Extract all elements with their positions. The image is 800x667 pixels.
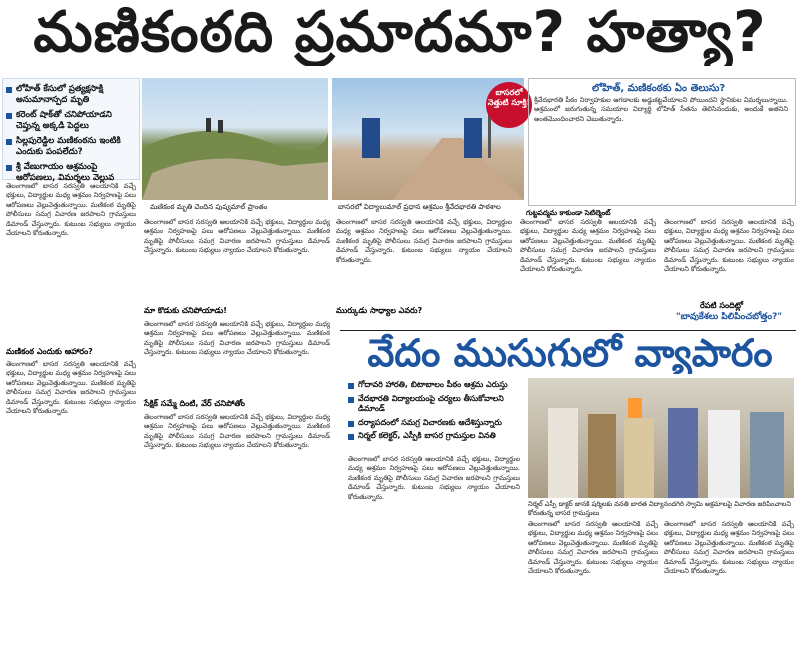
- photo-stamp: బాసరలో నెత్తుటి సూక్తి!: [486, 82, 532, 128]
- vedam-col-3: తెలంగాణలో బాసర సరస్వతి ఆలయానికి వచ్చే భక్తులు, విద్యార్థుల మధ్య ఆశ్రమం నిర్వహణపై పలు ఆరోపణలు వెల్లువెత్తుతున్నాయి. మణికంఠ మృతిపై పోలీసులు సమగ్ర విచారణ జరపాలని గ్రామస్తులు డిమాండ్ చేస్తున్నారు. కుటుంబ సభ్యులు న్యాయం చేయాలని కోరుతున్నారు.: [664, 520, 794, 576]
- subhead: రేపటి సందిట్లో: [700, 301, 744, 310]
- vedam-bullet: దర్యాపదంలో సమగ్ర విచారణకు ఆదేశిస్తున్నారు: [348, 418, 520, 429]
- body-col-1: తెలంగాణలో బాసర సరస్వతి ఆలయానికి వచ్చే భక్తులు, విద్యార్థుల మధ్య ఆశ్రమం నిర్వహణపై పలు ఆరోపణలు వెల్లువెత్తుతున్నాయి. మణికంఠ మృతిపై పోలీసులు సమగ్ర విచారణ జరపాలని గ్రామస్తులు డిమాండ్ చేస్తున్నారు. కుటుంబ సభ్యులు న్యాయం చేయాలని కోరుతున్నారు.: [6, 182, 136, 238]
- photo-caption: మణికంఠ మృతి చెందిన పుష్యమాల్ ప్రాంతం: [150, 203, 268, 211]
- highlight-item: లోహిత్ కేసులో ప్రత్యక్షసాక్షి అనుమానాస్పద మృతి: [6, 84, 132, 106]
- body-col-2b: తెలంగాణలో బాసర సరస్వతి ఆలయానికి వచ్చే భక్తులు, విద్యార్థుల మధ్య ఆశ్రమం నిర్వహణపై పలు ఆరోపణలు వెల్లువెత్తుతున్నాయి. మణికంఠ మృతిపై పోలీసులు సమగ్ర విచారణ జరపాలని గ్రామస్తులు డిమాండ్ చేస్తున్నారు. కుటుంబ సభ్యులు న్యాయం చేయాలని కోరుతున్నారు.: [144, 320, 330, 357]
- highlight-item: సిల్లపురెడ్డిల మణికంఠను ఇంటికి ఎందుకు పంపలేదు?: [6, 136, 132, 158]
- vedam-bullet: నిర్మల్ కలెక్టర్, ఎస్పీకి బాసర గ్రామస్తుల వినతి: [348, 431, 520, 442]
- body-col-4: తెలంగాణలో బాసర సరస్వతి ఆలయానికి వచ్చే భక్తులు, విద్యార్థుల మధ్య ఆశ్రమం నిర్వహణపై పలు ఆరోపణలు వెల్లువెత్తుతున్నాయి. మణికంఠ మృతిపై పోలీసులు సమగ్ర విచారణ జరపాలని గ్రామస్తులు డిమాండ్ చేస్తున్నారు. కుటుంబ సభ్యులు న్యాయం చేయాలని కోరుతున్నారు.: [664, 218, 794, 274]
- vedam-col-1: తెలంగాణలో బాసర సరస్వతి ఆలయానికి వచ్చే భక్తులు, విద్యార్థుల మధ్య ఆశ్రమం నిర్వహణపై పలు ఆరోపణలు వెల్లువెత్తుతున్నాయి. మణికంఠ మృతిపై పోలీసులు సమగ్ర విచారణ జరపాలని గ్రామస్తులు డిమాండ్ చేస్తున్నారు. కుటుంబ సభ్యులు న్యాయం చేయాలని కోరుతున్నారు.: [348, 455, 520, 501]
- section-divider: [340, 330, 796, 331]
- body-col-3: తెలంగాణలో బాసర సరస్వతి ఆలయానికి వచ్చే భక్తులు, విద్యార్థుల మధ్య ఆశ్రమం నిర్వహణపై పలు ఆరోపణలు వెల్లువెత్తుతున్నాయి. మణికంఠ మృతిపై పోలీసులు సమగ్ర విచారణ జరపాలని గ్రామస్తులు డిమాండ్ చేస్తున్నారు. కుటుంబ సభ్యులు న్యాయం చేయాలని కోరుతున్నారు.: [336, 218, 512, 264]
- vedam-bullet: గోదావరి హారతి, బిటాబాలం పీఠం ఆశ్రమ ఎరుస్తు: [348, 380, 520, 391]
- highlight-item: కరెంట్ షాక్‌తో చనిపోయాడని చెప్తున్న అక్కడి పెద్దలు: [6, 110, 132, 132]
- subhead: గుట్టపద్మమ కాకుండా సెటిల్మెంట్: [526, 209, 611, 217]
- group-photo-caption: నిర్మల్ ఎస్పీ డాక్టర్ జానకి షర్మిలకు వనతి బారత విద్యానందగిరి స్వామి అక్రమాలపై విచారణ జరిపించాలని కోరుతున్న బాసర గ్రామస్తులు: [528, 500, 791, 517]
- body-col-2c: తెలంగాణలో బాసర సరస్వతి ఆలయానికి వచ్చే భక్తులు, విద్యార్థుల మధ్య ఆశ్రమం నిర్వహణపై పలు ఆరోపణలు వెల్లువెత్తుతున్నాయి. మణికంఠ మృతిపై పోలీసులు సమగ్ర విచారణ జరపాలని గ్రామస్తులు డిమాండ్ చేస్తున్నారు. కుటుంబ సభ్యులు న్యాయం చేయాలని కోరుతున్నారు.: [144, 413, 330, 450]
- subhead: మణికంఠ ఎందుకు ఆహారం?: [6, 347, 93, 356]
- pull-quote: "బావుకేశలు పిలిపించబోత్తం?": [675, 312, 783, 322]
- vedam-bullet: వేదభారతి విద్యాలయంపై చర్యలు తీసుకోవాలని డిమాండ్: [348, 394, 520, 415]
- subhead: సేక్షిక్ సమ్మే దింటి, వేర్ చనిపోతోం: [144, 399, 245, 408]
- group-photo: [528, 378, 794, 498]
- headline: మణికంఠది ప్రమాదమా? హత్యా?: [33, 0, 767, 65]
- highlights-list: [6, 84, 132, 188]
- vedam-headline: వేదం ముసుగులో వ్యాపారం: [367, 332, 773, 374]
- accident-site-photo: [142, 78, 328, 200]
- sidebar-title: లోహిత్, మణికంఠకు ఏం తెలుసు?: [592, 83, 726, 94]
- body-col-1b: తెలంగాణలో బాసర సరస్వతి ఆలయానికి వచ్చే భక్తులు, విద్యార్థుల మధ్య ఆశ్రమం నిర్వహణపై పలు ఆరోపణలు వెల్లువెత్తుతున్నాయి. మణికంఠ మృతిపై పోలీసులు సమగ్ర విచారణ జరపాలని గ్రామస్తులు డిమాండ్ చేస్తున్నారు. కుటుంబ సభ్యులు న్యాయం చేయాలని కోరుతున్నారు.: [6, 360, 136, 416]
- subhead: ముర్కుడు సాధ్యాల ఎవరు?: [336, 306, 423, 315]
- highlight-item: శ్రీ వేణుగాయం ఆశ్రమంపై ఆరోపణలు, విమర్శలు వెల్లువ: [6, 162, 132, 184]
- sidebar-text: శ్రీవేదభారతి పీఠం నిర్వాహకుల ఆగడాలకు అడ్డుకట్టవేయాలని పోయిందని స్థానికుల విమర్శలున్నాయి. ఆశ్రమంలో జరుగుతున్న సమయాల విద్యార్థి లోహిత్ సీతను తెలిసినందుకు, అందుకే అతనిని అంతమొందించారని చెబుతున్నారు.: [534, 96, 788, 123]
- body-col-3b: తెలంగాణలో బాసర సరస్వతి ఆలయానికి వచ్చే భక్తులు, విద్యార్థుల మధ్య ఆశ్రమం నిర్వహణపై పలు ఆరోపణలు వెల్లువెత్తుతున్నాయి. మణికంఠ మృతిపై పోలీసులు సమగ్ర విచారణ జరపాలని గ్రామస్తులు డిమాండ్ చేస్తున్నారు. కుటుంబ సభ్యులు న్యాయం చేయాలని కోరుతున్నారు.: [520, 218, 656, 274]
- subhead: మా కొడుకు చనిపోయాడు!: [144, 306, 227, 315]
- vedam-col-2: తెలంగాణలో బాసర సరస్వతి ఆలయానికి వచ్చే భక్తులు, విద్యార్థుల మధ్య ఆశ్రమం నిర్వహణపై పలు ఆరోపణలు వెల్లువెత్తుతున్నాయి. మణికంఠ మృతిపై పోలీసులు సమగ్ర విచారణ జరపాలని గ్రామస్తులు డిమాండ్ చేస్తున్నారు. కుటుంబ సభ్యులు న్యాయం చేయాలని కోరుతున్నారు.: [528, 520, 658, 576]
- body-col-2: తెలంగాణలో బాసర సరస్వతి ఆలయానికి వచ్చే భక్తులు, విద్యార్థుల మధ్య ఆశ్రమం నిర్వహణపై పలు ఆరోపణలు వెల్లువెత్తుతున్నాయి. మణికంఠ మృతిపై పోలీసులు సమగ్ర విచారణ జరపాలని గ్రామస్తులు డిమాండ్ చేస్తున్నారు. కుటుంబ సభ్యులు న్యాయం చేయాలని కోరుతున్నారు.: [144, 218, 330, 255]
- photo-caption: బాసరలో విద్యాలుమాల్ ప్రధాన ఆశ్రమం శ్రీవేదభారతి పాఠశాల: [338, 203, 501, 211]
- vedam-bullets: [348, 380, 520, 445]
